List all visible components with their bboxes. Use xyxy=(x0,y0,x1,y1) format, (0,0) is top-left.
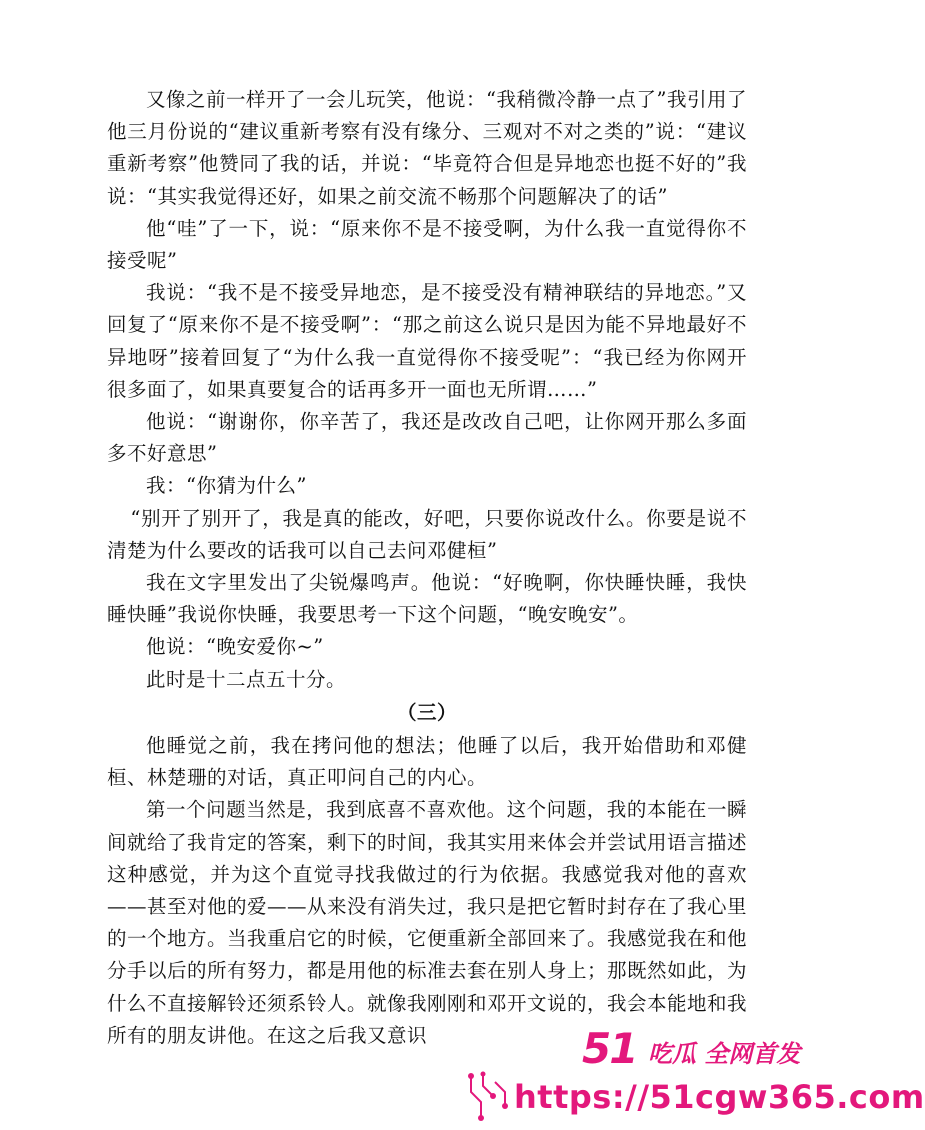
paragraph: 他说：“晚安爱你~” xyxy=(146,635,324,659)
paragraph: 第一个问题当然是，我到底喜不喜欢他。这个问题，我的本能在一瞬间就给了我肯定的答案，剩下的时间，我其实用来体会并尝试用语言描述这种感觉，并为这个直觉寻找我做过的行为依据。我感觉我对他的喜欢——甚至对他的爱——从来没有消失过，我只是把它暂时封存在了我心里的一个地方。当我重启它的时候，它便重新全部回来了。我感觉我在和他分手以后的所有努力，都是用他的标准去套在别人身上；那既然如此，为什么不直接解铃还须系铃人。就像我刚刚和邓开文说的，我会本能地和我所有的朋友讲他。在这之后我又意识 xyxy=(107,798,748,1047)
paragraph: 他说：“谢谢你，你辛苦了，我还是改改自己吧，让你网开那么多面多不好意思” xyxy=(107,410,747,466)
paragraph: 他睡觉之前，我在拷问他的想法；他睡了以后，我开始借助和邓健桓、林楚珊的对话，真正叩问自己的内心。 xyxy=(107,734,747,790)
paragraph: 我在文字里发出了尖锐爆鸣声。他说：“好晚啊，你快睡快睡，我快睡快睡”我说你快睡，我要思考一下这个问题，“晚安晚安”。 xyxy=(107,571,747,627)
watermark-logo xyxy=(582,1024,636,1073)
paragraph: 我说：“我不是不接受异地恋，是不接受没有精神联结的异地恋。”又回复了“原来你不是不接受啊”：“那之前这么说只是因为能不异地最好不异地呀”接着回复了“为什么我一直觉得你不接受呢”：“我已经为你网开很多面了，如果真要复合的话再多开一面也无所谓……” xyxy=(107,281,747,401)
paragraph: 又像之前一样开了一会儿玩笑，他说：“我稍微冷静一点了”我引用了他三月份说的“建议重新考察有没有缘分、三观对不对之类的”说：“建议重新考察”他赞同了我的话，并说：“毕竟符合但是异地恋也挺不好的”我说：“其实我觉得还好，如果之前交流不畅那个问题解决了的话” xyxy=(107,88,747,208)
watermark-slogan: 吃瓜 全网首发 xyxy=(648,1040,801,1068)
paragraph: 我：“你猜为什么” xyxy=(146,474,307,498)
circuit-decoration-icon xyxy=(465,1072,511,1122)
watermark-logo-number: 51 xyxy=(582,1024,637,1073)
paragraph: “别开了别开了，我是真的能改，好吧，只要你说改什么。你要是说不清楚为什么要改的话我可以自己去问邓健桓” xyxy=(107,506,747,562)
paragraph: 他“哇”了一下，说：“原来你不是不接受啊，为什么我一直觉得你不接受呢” xyxy=(107,216,747,273)
paragraph: 此时是十二点五十分。 xyxy=(146,667,347,691)
section-heading: （三） xyxy=(396,700,457,724)
document-body xyxy=(107,84,747,1052)
watermark xyxy=(514,1020,925,1130)
watermark-url: https://51cgw365.com xyxy=(514,1078,925,1116)
